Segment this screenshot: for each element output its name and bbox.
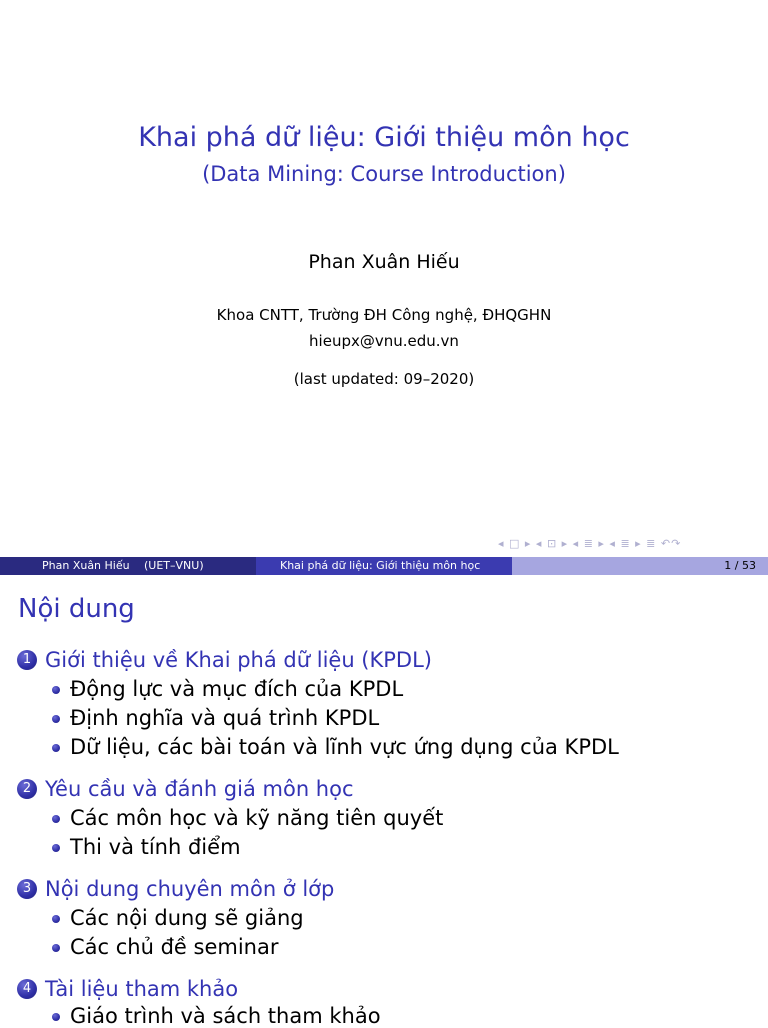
footer-page-number: 1 / 53 [724, 559, 756, 572]
frame-title: Nội dung [18, 594, 135, 624]
section-number: 1 [17, 650, 37, 670]
bullet-icon [52, 744, 60, 752]
section-2 [17, 777, 354, 801]
list-item: Dữ liệu, các bài toán và lĩnh vực ứng dụng của KPDL [52, 735, 619, 759]
institute: Khoa CNTT, Trường ĐH Công nghệ, ĐHQGHN [216, 306, 552, 324]
slide-footer [0, 557, 768, 575]
section-label: Tài liệu tham khảo [45, 977, 239, 1001]
section-label: Yêu cầu và đánh giá môn học [45, 777, 354, 801]
list-item: Các nội dung sẽ giảng [52, 906, 304, 930]
bullet-icon [52, 815, 60, 823]
section-number: 2 [17, 779, 37, 799]
bullet-icon [52, 686, 60, 694]
list-item: Các chủ đề seminar [52, 935, 278, 959]
list-item: Giáo trình và sách tham khảo [52, 1004, 381, 1028]
section-number: 4 [17, 979, 37, 999]
bullet-icon [52, 1013, 60, 1021]
bullet-icon [52, 715, 60, 723]
section-label: Nội dung chuyên môn ở lớp [45, 877, 335, 901]
author-name: Phan Xuân Hiếu [308, 251, 460, 273]
list-item: Định nghĩa và quá trình KPDL [52, 706, 379, 730]
section-label: Giới thiệu về Khai phá dữ liệu (KPDL) [45, 648, 432, 672]
footer-author: Phan Xuân Hiếu [42, 559, 130, 572]
beamer-navigation-icons[interactable]: ◂ □ ▸ ◂ ⊡ ▸ ◂ ≣ ▸ ◂ ≣ ▸ ≣ ↶↷ [498, 537, 682, 550]
footer-author-box [0, 557, 256, 575]
section-1 [17, 648, 432, 672]
list-item: Động lực và mục đích của KPDL [52, 677, 403, 701]
footer-title: Khai phá dữ liệu: Giới thiệu môn học [280, 559, 481, 572]
footer-title-box [256, 557, 512, 575]
slide-subtitle: (Data Mining: Course Introduction) [202, 162, 566, 186]
section-3 [17, 877, 334, 901]
section-4 [17, 977, 238, 1001]
list-item: Các môn học và kỹ năng tiên quyết [52, 806, 443, 830]
email: hieupx@vnu.edu.vn [309, 332, 459, 350]
bullet-icon [52, 915, 60, 923]
outline-slide [0, 576, 768, 1028]
section-number: 3 [17, 879, 37, 899]
footer-affiliation: (UET–VNU) [144, 559, 204, 572]
last-updated: (last updated: 09–2020) [293, 370, 475, 388]
list-item: Thi và tính điểm [52, 835, 241, 859]
bullet-icon [52, 844, 60, 852]
footer-page-box [512, 557, 768, 575]
slide-title: Khai phá dữ liệu: Giới thiệu môn học [138, 122, 630, 153]
bullet-icon [52, 944, 60, 952]
